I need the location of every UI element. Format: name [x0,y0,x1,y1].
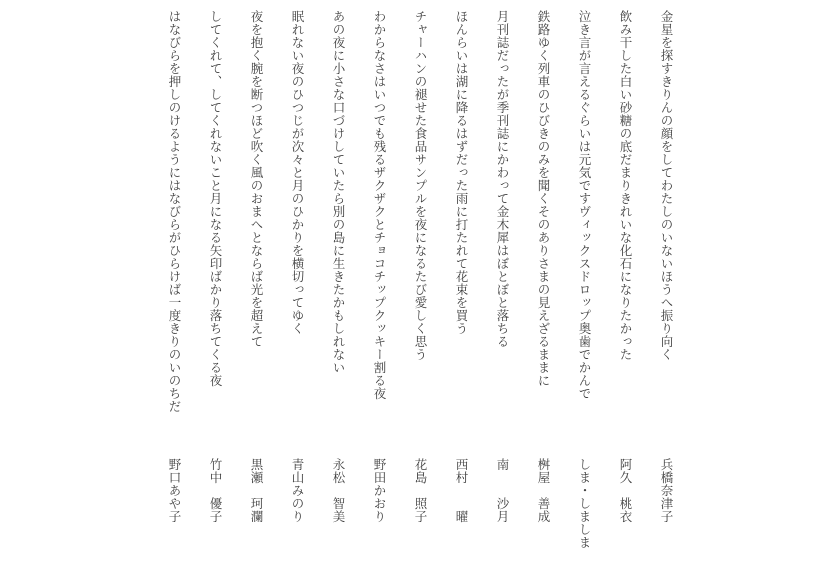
tanka-author: 花島 照子 [413,458,428,523]
tanka-author: 黒瀬 珂瀾 [249,458,264,523]
tanka-verse: してくれて、してくれないこと月になる矢印ばかり落ちてくる夜 [208,10,223,387]
tanka-author: 野田かおり [372,458,387,523]
tanka-author: 青山みのり [290,458,305,523]
tanka-author: 阿久 桃衣 [618,458,633,523]
tanka-author: 西村 曜 [454,458,469,523]
tanka-verse: 月刊誌だったが季刊誌にかわって金木犀はぼとぼと落ちる [495,10,510,348]
tanka-author: しま・しましま [577,458,592,549]
tanka-verse: はなびらを押しのけるようにはなびらがひらけば一度きりのいのちだ [167,10,182,413]
tanka-verse: 金星を探すきりんの顔をしてわたしのいないほうへ振り向く [659,10,674,361]
tanka-verse: 鉄路ゆく列車のひびきのみを聞くそのありさまの見えざるままに [536,10,551,387]
tanka-verse: 眠れない夜のひつじが次々と月のひかりを横切ってゆく [290,10,305,335]
tanka-verse: あの夜に小さな口づけしていたら別の島に生きたかもしれない [331,10,346,374]
tanka-author: 永松 智美 [331,458,346,523]
tanka-author: 竹中 優子 [208,458,223,523]
tanka-author: 桝屋 善成 [536,458,551,523]
tanka-verse: わからなさはいつでも残るザクザクとチョコチップクッキー割る夜 [372,10,387,400]
tanka-author: 南 沙月 [495,458,510,523]
tanka-verse: ほんらいは湖に降るはずだった雨に打たれて花束を買う [454,10,469,335]
tanka-verse: 泣き言が言えるぐらいは元気ですヴィックスドロップ奥歯でかんで [577,10,592,400]
tanka-author: 兵橋奈津子 [659,458,674,523]
tanka-verse: 飲み干した白い砂糖の底だまりきれいな化石になりたかった [618,10,633,361]
tanka-verse: チャーハンの褪せた食品サンプルを夜になるたび愛しく思う [413,10,428,361]
tanka-author: 野口あや子 [167,458,182,523]
tanka-verse: 夜を抱く腕を断つほど吹く風のおまへとならば光を超えて [249,10,264,348]
